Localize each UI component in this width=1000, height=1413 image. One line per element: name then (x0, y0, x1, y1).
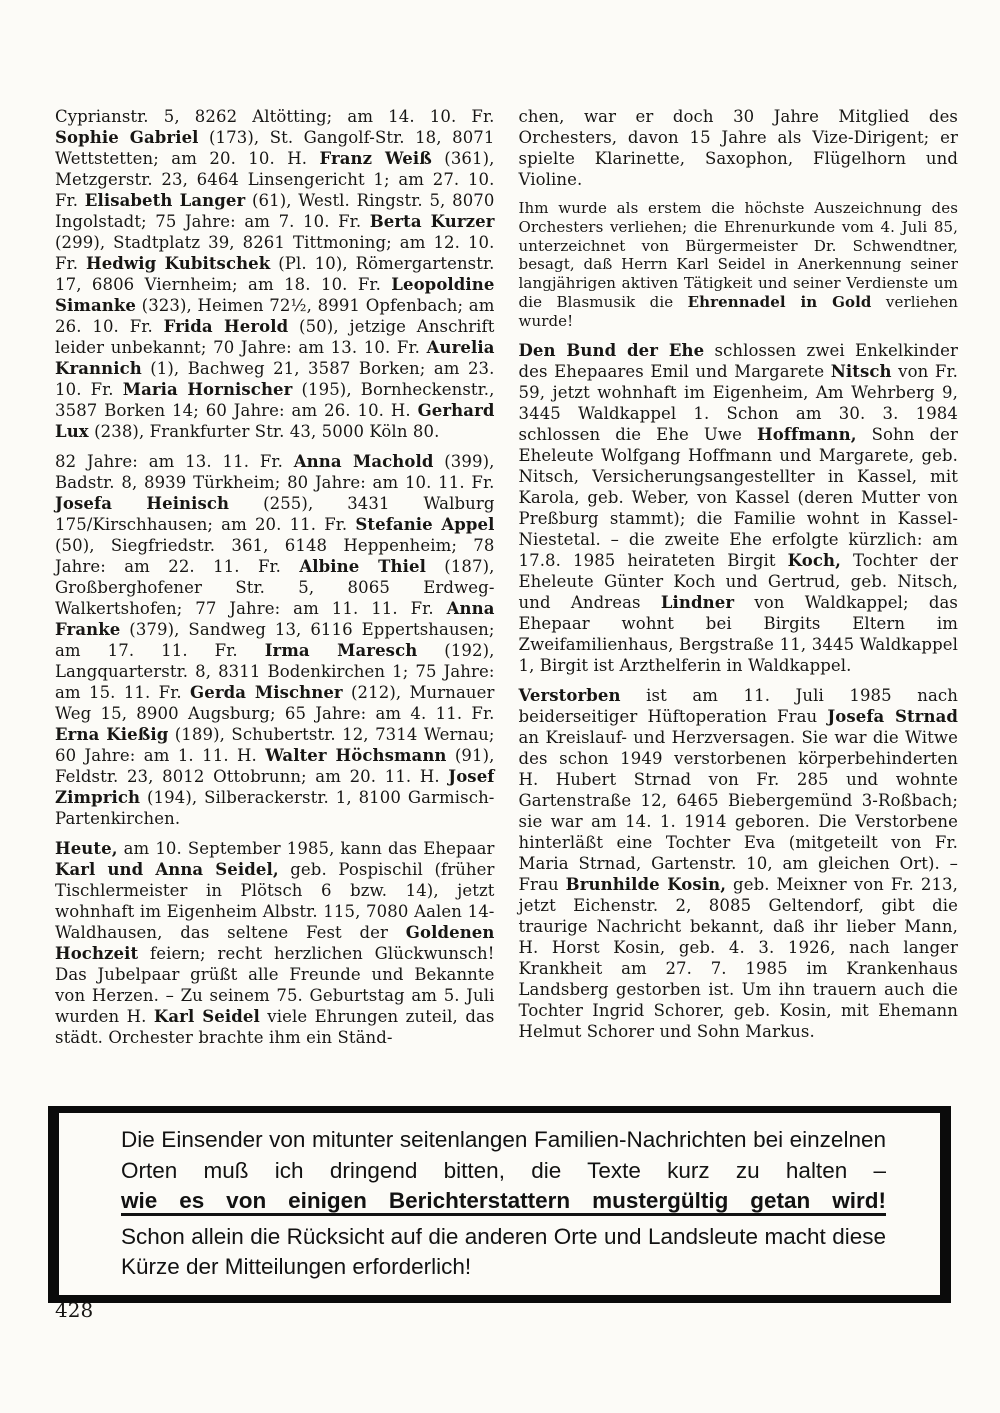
emphasized-text: Maria Hornischer (122, 380, 293, 399)
body-text: (194), Silberackerstr. 1, 8100 Garmisch-Partenkirchen. (55, 788, 495, 828)
body-text: (50), jetzige Anschrift leider unbekannt; 70 Jahre: am 13. 10. Fr. (55, 317, 495, 357)
body-text: (187), Großberghofener Str. 5, 8065 Erdweg-Walkertshofen; 77 Jahre: am 11. 11. Fr. (55, 557, 495, 618)
emphasized-text: Gerda Mischner (190, 683, 343, 702)
emphasized-text: Berta Kurzer (369, 212, 495, 231)
body-text: (323), Heimen 72½, 8991 Opfenbach; am 26. 10. Fr. (55, 296, 495, 336)
emphasized-text: Nitsch (830, 361, 892, 381)
emphasized-text: Karl Seidel (153, 1007, 260, 1026)
honor-award-paragraph (519, 199, 959, 331)
body-text: Sohn der Eheleute Wolfgang Hoffmann und Margarete, geb. Nitsch, Versicherungsangestellter in Kassel, mit Karola, geb. Weber, von Kassel (deren Mutter von Preßburg stammt); die Familie wohnt in Kassel-Niestetal. – die zweite Ehe erfolgte kürzlich: am 17.8. 1985 heirateten Birgit (518, 424, 958, 570)
body-text: feiern; recht herzlichen Glückwunsch! Das Jubelpaar grüßt alle Freunde und Bekannte von Herzen. – Zu seinem 75. Geburtstag am 5. Juli wurden H. (55, 944, 495, 1026)
emphasized-text: Hedwig Kubitschek (86, 254, 271, 273)
emphasized-text: wie es von einigen Berichterstattern mustergültig getan wird! (121, 1188, 886, 1213)
body-text: (192), Langquarterstr. 8, 8311 Bodenkirchen 1; 75 Jahre: am 15. 11. Fr. (55, 641, 495, 702)
body-text: (Pl. 10), Römergartenstr. 17, 6806 Viernheim; am 18. 10. Fr. (55, 254, 495, 294)
notice-intro-text (121, 1125, 886, 1186)
emphasized-text: Josef Zimprich (55, 767, 495, 807)
body-text: (238), Frankfurter Str. 43, 5000 Köln 80. (88, 422, 440, 441)
marriages-paragraph (519, 340, 959, 676)
emphasized-text: Elisabeth Langer (84, 191, 246, 210)
body-text: am 10. September 1985, kann das Ehepaar (117, 839, 495, 858)
emphasized-text: Koch, (787, 550, 841, 570)
emphasized-text: Brunhilde Kosin, (565, 874, 727, 894)
body-text: (50), Siegfriedstr. 361, 6148 Heppenheim; 78 Jahre: am 22. 11. Fr. (55, 536, 495, 576)
body-text: Cyprianstr. 5, 8262 Altötting; am 14. 10. Fr. (55, 107, 495, 126)
emphasized-text: Verstorben (518, 685, 621, 705)
notice-emphasized-line (121, 1186, 886, 1217)
emphasized-text: Anna Machold (293, 452, 434, 471)
emphasized-text: Hoffmann, (757, 424, 857, 444)
editor-notice-box (48, 1106, 951, 1303)
emphasized-text: Goldenen Hochzeit (55, 923, 495, 963)
body-text: Die Einsender von mitunter seitenlangen Familien-Nachrichten bei einzelnen Orten muß ich dringend bitten, die Texte kurz zu halten – (121, 1127, 886, 1183)
emphasized-text: Aurelia Krannich (55, 338, 495, 378)
notice-closing-text (121, 1222, 886, 1283)
emphasized-text: Heute, (55, 839, 118, 858)
body-text: (379), Sandweg 13, 6116 Eppertshausen; am 17. 11. Fr. (55, 620, 495, 660)
emphasized-text: Sophie Gabriel (55, 128, 199, 147)
body-text: Ihm wurde als erstem die höchste Auszeichnung des Orchesters verliehen; die Ehrenurkunde vom 4. Juli 85, unterzeichnet von Bürgermeister Dr. Schwendtner, besagt, daß Herrn Karl Seidel in Anerkennung seiner langjährigen aktiven Tätigkeit und seiner Verdienste um die Blasmusik die (518, 199, 958, 311)
body-text: 82 Jahre: am 13. 11. Fr. (55, 452, 294, 471)
body-text: Schon allein die Rücksicht auf die anderen Orte und Landsleute macht diese Kürze der Mitteilungen erforderlich! (121, 1223, 886, 1279)
orchestra-member-paragraph (519, 106, 959, 190)
emphasized-text: Josefa Strnad (827, 706, 959, 726)
body-text: chen, war er doch 30 Jahre Mitglied des Orchesters, davon 15 Jahre als Vize-Dirigent; er spielte Klarinette, Saxophon, Flügelhorn und Violine. (518, 107, 958, 189)
body-text: (212), Murnauer Weg 15, 8900 Augsburg; 65 Jahre: am 4. 11. Fr. (55, 683, 495, 723)
emphasized-text: Josefa Heinisch (55, 494, 230, 513)
emphasized-text: Franz Weiß (319, 149, 432, 168)
body-text: verliehen wurde! (518, 292, 958, 330)
body-text: von Waldkappel; das Ehepaar wohnt bei Birgits Eltern im Zweifamilienhaus, Bergstraße 11, 3445 Waldkappel 1, Birgit ist Arzthelferin in Waldkappel. (518, 592, 958, 675)
body-text: (255), 3431 Walburg 175/Kirschhausen; am 20. 11. Fr. (55, 494, 495, 534)
body-text: (299), Stadtplatz 39, 8261 Tittmoning; am 12. 10. Fr. (55, 233, 495, 273)
left-column (55, 106, 495, 1057)
emphasized-text: Ehrennadel in Gold (687, 292, 872, 311)
body-text: (361), Metzgerstr. 23, 6464 Linsengericht 1; am 27. 10. Fr. (55, 149, 495, 210)
golden-wedding-paragraph (55, 838, 495, 1048)
body-text: (189), Schubertstr. 12, 7314 Wernau; 60 Jahre: am 1. 11. H. (55, 725, 495, 765)
deaths-paragraph (519, 685, 959, 1042)
emphasized-text: Frida Herold (163, 317, 289, 336)
emphasized-text: Irma Maresch (264, 641, 418, 660)
emphasized-text: Leopoldine Simanke (55, 275, 495, 315)
emphasized-text: Gerhard Lux (55, 401, 495, 441)
body-text: geb. Meixner von Fr. 213, jetzt Eichenstr. 2, 8085 Geltendorf, gibt die traurige Nachricht bekannt, daß ihr lieber Mann, H. Horst Kosin, geb. 4. 3. 1926, nach langer Krankheit am 27. 7. 1985 im Krankenhaus Landsberg gestorben ist. Um ihn trauern auch die Tochter Ingrid Schorer, geb. Kosin, mit Ehemann Helmut Schorer und Sohn Markus. (518, 874, 958, 1041)
right-column (519, 106, 959, 1057)
birthday-announcements-paragraph-october (55, 106, 495, 442)
body-text: (1), Bachweg 21, 3587 Borken; am 23. 10. Fr. (55, 359, 495, 399)
birthday-announcements-paragraph-november (55, 451, 495, 829)
body-text: Tochter der Eheleute Günter Koch und Gertrud, geb. Nitsch, und Andreas (518, 550, 958, 612)
body-text: an Kreislauf- und Herzversagen. Sie war die Witwe des schon 1949 verstorbenen körperbehinderten H. Hubert Strnad von Fr. 285 und wohnte Gartenstraße 12, 6465 Biebergemünd 3-Roßbach; sie war am 14. 1. 1914 geboren. Die Verstorbene hinterläßt eine Tochter Eva (mitgeteilt von Fr. Maria Strnad, Gartenstr. 10, am gleichen Ort). – Frau (518, 727, 958, 894)
body-text: (195), Bornheckenstr., 3587 Borken 14; 60 Jahre: am 26. 10. H. (55, 380, 495, 420)
body-text: (91), Feldstr. 23, 8012 Ottobrunn; am 20. 11. H. (55, 746, 495, 786)
emphasized-text: Den Bund der Ehe (518, 340, 705, 360)
two-column-text-body (55, 106, 958, 1057)
body-text: viele Ehrungen zuteil, das städt. Orchester brachte ihm ein Ständ- (55, 1007, 495, 1047)
body-text: geb. Pospischil (früher Tischlermeister in Plötsch 6 bzw. 14), jetzt wohnhaft im Eigenheim Albstr. 115, 7080 Aalen 14-Waldhausen, das seltene Fest der (55, 860, 495, 942)
emphasized-text: Lindner (660, 592, 735, 612)
body-text: (173), St. Gangolf-Str. 18, 8071 Wettstetten; am 20. 10. H. (55, 128, 495, 168)
emphasized-text: Albine Thiel (299, 557, 426, 576)
emphasized-text: Stefanie Appel (355, 515, 495, 534)
body-text: (61), Westl. Ringstr. 5, 8070 Ingolstadt; 75 Jahre: am 7. 10. Fr. (55, 191, 495, 231)
emphasized-text: Karl und Anna Seidel, (55, 860, 279, 879)
emphasized-text: Anna Franke (55, 599, 495, 639)
page-number: 428 (55, 1298, 94, 1322)
body-text: schlossen zwei Enkelkinder des Ehepaares Emil und Margarete (518, 340, 958, 381)
body-text: von Fr. 59, jetzt wohnhaft im Eigenheim, Am Wehrberg 9, 3445 Waldkappel 1. Schon am 30. 3. 1984 schlossen die Ehe Uwe (518, 361, 958, 444)
body-text: (399), Badstr. 8, 8939 Türkheim; 80 Jahre: am 10. 11. Fr. (55, 452, 495, 492)
emphasized-text: Walter Höchsmann (265, 746, 447, 765)
emphasized-text: Erna Kießig (55, 725, 169, 744)
body-text: ist am 11. Juli 1985 nach beiderseitiger Hüftoperation Frau (518, 685, 958, 726)
